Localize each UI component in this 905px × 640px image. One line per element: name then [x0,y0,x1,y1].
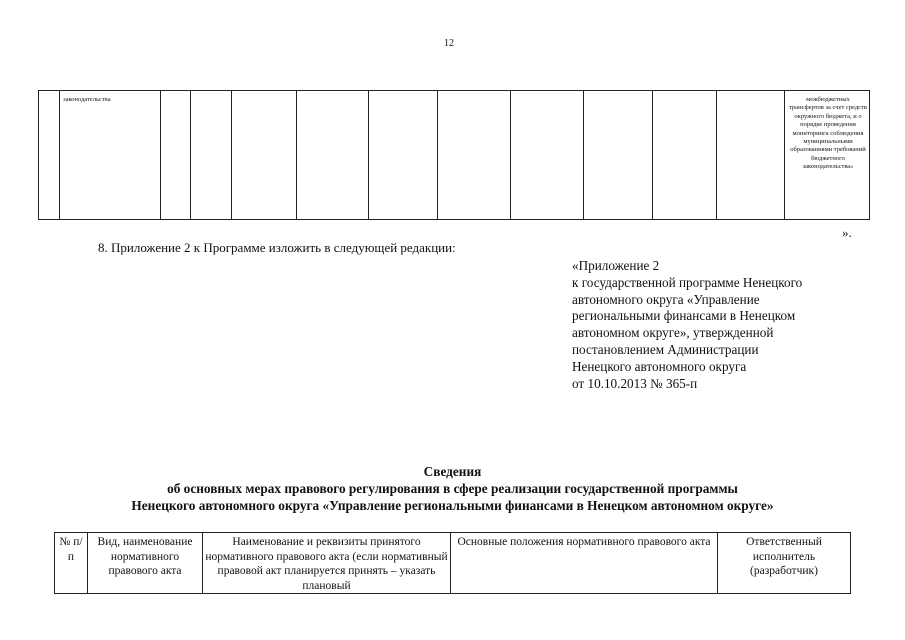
appendix-line: региональными финансами в Ненецком [572,308,796,324]
continuation-table [38,90,870,220]
heading-line: Ненецкого автономного округа «Управление региональными финансами в Ненецком автономном округе» [131,498,774,513]
column-header-responsible: Ответственный исполнитель (разработчик) [718,533,851,594]
appendix-line: автономного округа «Управление [572,291,760,307]
table-header-row [55,533,851,594]
measures-table [54,532,851,594]
column-header-act-type: Вид, наименование нормативного правового акта [88,533,203,594]
continuation-left-cell: законодательства [63,96,111,103]
column-header-main-provisions: Основные положения нормативного правового акта [451,533,718,594]
appendix-block [572,258,802,392]
heading-line: об основных мерах правового регулирования в сфере реализации государственной программы [167,481,738,496]
continuation-right-cell: межбюджетных трансфертов за счет средств окружного бюджета, и о порядке проведения мониторинга соблюдения муниципальными образованиями требований бюджетного законодательства» [789,96,867,171]
appendix-line: от 10.10.2013 № 365-п [572,375,698,391]
page-number: 12 [444,38,454,49]
heading-title: Сведения [423,464,482,479]
appendix-line: постановлением Администрации [572,341,759,357]
appendix-line: «Приложение 2 [572,258,660,273]
section-heading [0,463,905,514]
column-header-act-details: Наименование и реквизиты принятого нормативного правового акта (если нормативный правовой акт планируется принять – указать плановый [203,533,451,594]
item-8-paragraph: 8. Приложение 2 к Программе изложить в следующей редакции: [98,240,456,255]
closing-quote: ». [842,225,852,240]
appendix-line: к государственной программе Ненецкого [572,274,803,290]
appendix-line: автономном округе», утвержденной [572,325,774,341]
appendix-line: Ненецкого автономного округа [572,358,747,374]
column-header-number: № п/п [55,533,88,594]
